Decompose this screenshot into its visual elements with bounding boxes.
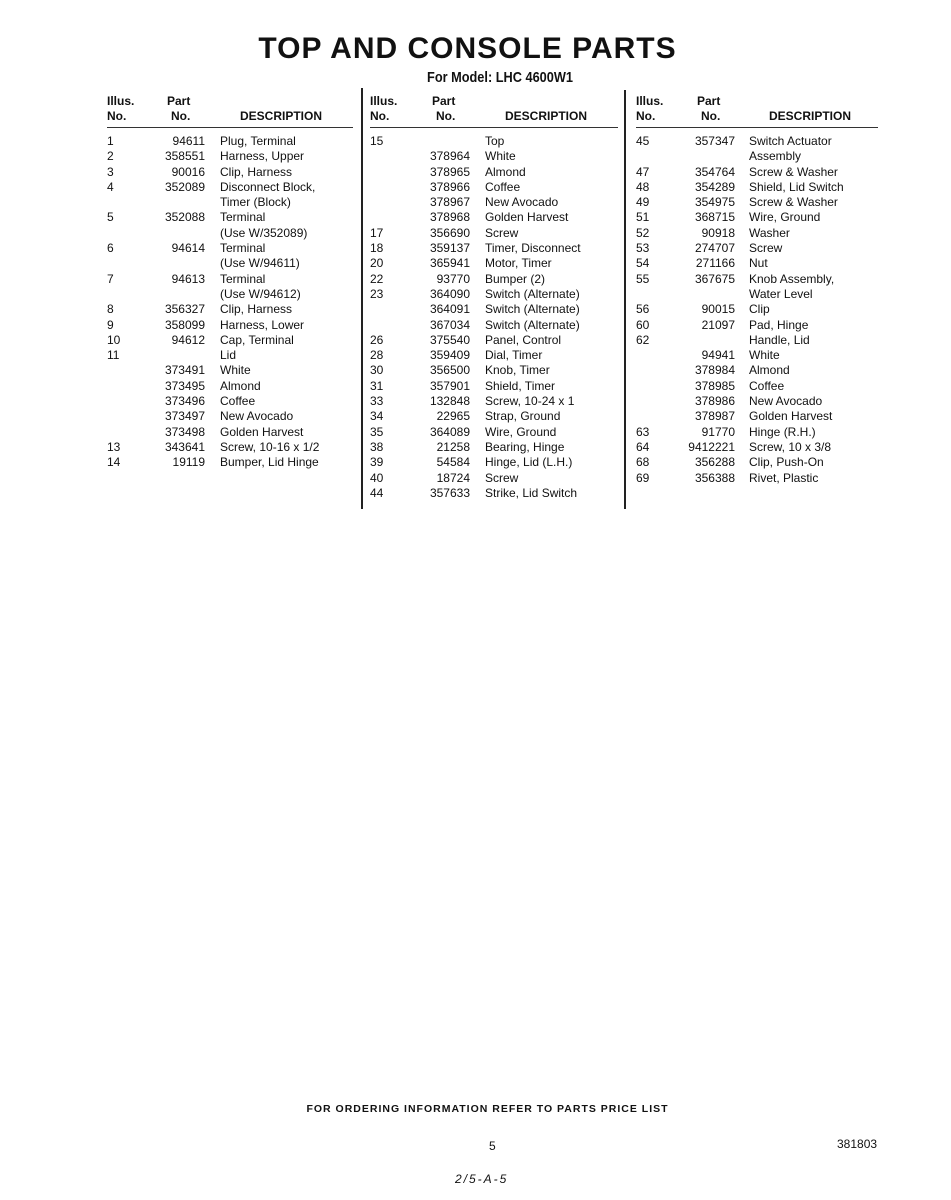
- part-number: 354289: [694, 179, 735, 194]
- part-header: Part: [432, 94, 456, 108]
- part-description: White: [749, 348, 780, 363]
- description-header: DESCRIPTION: [505, 109, 588, 123]
- part-number: 367034: [429, 317, 470, 332]
- part-description: Screw, 10-16 x 1/2: [220, 439, 320, 454]
- illus-number: 39: [370, 455, 384, 470]
- part-description: New Avocado: [220, 409, 294, 424]
- description-header: DESCRIPTION: [769, 109, 852, 123]
- part-description: Clip, Harness: [220, 302, 293, 317]
- part-number: 354764: [694, 164, 735, 179]
- part-description: Assembly: [749, 149, 802, 164]
- part-number: 373491: [164, 363, 205, 378]
- illus-number: 9: [107, 317, 114, 332]
- part-description: New Avocado: [485, 195, 559, 210]
- part-description: Nut: [749, 256, 768, 271]
- part-number: 21258: [436, 439, 470, 454]
- part-description: Almond: [220, 378, 261, 393]
- part-description: Handle, Lid: [749, 332, 810, 347]
- part-description: Harness, Upper: [220, 149, 305, 164]
- illus-number: 26: [370, 332, 384, 347]
- part-description: Terminal: [220, 241, 266, 256]
- part-number: 378985: [694, 378, 735, 393]
- part-number: 343641: [164, 439, 205, 454]
- part-number: 356690: [429, 225, 470, 240]
- part-description: Panel, Control: [485, 332, 562, 347]
- part-number: 356388: [694, 470, 735, 485]
- part-description: Almond: [485, 164, 526, 179]
- illus-number: 8: [107, 302, 114, 317]
- part-description: Timer (Block): [220, 195, 291, 210]
- part-number: 373496: [164, 394, 205, 409]
- part-number: 19119: [172, 455, 205, 470]
- part-description: Knob Assembly,: [749, 271, 835, 286]
- part-number: 357633: [429, 485, 470, 500]
- part-number: 368715: [694, 210, 735, 225]
- illus-number: 31: [370, 378, 384, 393]
- illus-number: 68: [636, 455, 650, 470]
- part-header: No.: [701, 109, 721, 123]
- page-number: 5: [489, 1139, 496, 1153]
- part-number: 9412221: [688, 439, 735, 454]
- illus-number: 55: [636, 271, 650, 286]
- part-number: 271166: [695, 256, 735, 271]
- part-number: 94611: [172, 134, 205, 148]
- part-description: Switch Actuator: [749, 134, 832, 148]
- part-header: No.: [171, 109, 191, 123]
- part-number: 378965: [429, 164, 470, 179]
- illus-number: 18: [370, 241, 384, 256]
- illus-number: 23: [370, 286, 384, 301]
- part-number: 378966: [429, 179, 470, 194]
- illus-number: 15: [370, 134, 384, 148]
- part-number: 364091: [429, 302, 470, 317]
- part-description: Clip, Harness: [220, 164, 293, 179]
- illus-number: 33: [370, 394, 384, 409]
- part-header: No.: [436, 109, 456, 123]
- illus-number: 3: [107, 164, 114, 179]
- part-description: Pad, Hinge: [749, 317, 809, 332]
- part-description: Screw, 10 x 3/8: [749, 439, 832, 454]
- part-number: 378986: [694, 394, 735, 409]
- illus-number: 44: [370, 485, 384, 500]
- part-description: Motor, Timer: [485, 256, 552, 271]
- illus-number: 20: [370, 256, 384, 271]
- part-number: 22965: [436, 409, 470, 424]
- part-description: (Use W/352089): [220, 225, 308, 240]
- part-description: Water Level: [749, 286, 813, 301]
- part-description: Hinge, Lid (L.H.): [485, 455, 573, 470]
- illus-number: 40: [370, 470, 384, 485]
- part-description: New Avocado: [749, 394, 823, 409]
- illus-number: 60: [636, 317, 650, 332]
- part-number: 90918: [701, 225, 735, 240]
- part-description: Screw: [485, 470, 519, 485]
- model-subtitle: For Model: LHC 4600W1: [427, 69, 573, 86]
- part-number: 356327: [164, 302, 205, 317]
- part-description: Switch (Alternate): [485, 302, 580, 317]
- illus-number: 47: [636, 164, 650, 179]
- illus-number: 34: [370, 409, 384, 424]
- part-description: White: [220, 363, 251, 378]
- part-header: Part: [167, 94, 191, 108]
- part-description: Screw: [485, 225, 519, 240]
- part-number: 94614: [171, 241, 205, 256]
- illus-number: 35: [370, 424, 384, 439]
- illus-number: 17: [370, 225, 384, 240]
- illus-number: 28: [370, 348, 384, 363]
- part-description: Switch (Alternate): [485, 286, 580, 301]
- part-description: Clip: [749, 302, 770, 317]
- illus-number: 22: [370, 271, 384, 286]
- part-number: 373497: [164, 409, 205, 424]
- part-number: 357901: [429, 378, 470, 393]
- illus-number: 56: [636, 302, 650, 317]
- illus-number: 14: [107, 455, 121, 470]
- illus-number: 30: [370, 363, 384, 378]
- illus-header: Illus.: [636, 94, 664, 108]
- illus-number: 64: [636, 439, 650, 454]
- part-description: Switch (Alternate): [485, 317, 580, 332]
- illus-number: 6: [107, 241, 114, 256]
- illus-number: 45: [636, 134, 650, 148]
- part-description: Screw, 10-24 x 1: [485, 394, 575, 409]
- part-number: 358551: [164, 149, 205, 164]
- part-number: 54584: [436, 455, 470, 470]
- part-number: 358099: [164, 317, 205, 332]
- part-number: 90015: [701, 302, 735, 317]
- part-number: 90016: [171, 164, 205, 179]
- illus-number: 1: [107, 134, 114, 148]
- illus-number: 52: [636, 225, 650, 240]
- part-description: Wire, Ground: [749, 210, 821, 225]
- part-description: White: [485, 149, 516, 164]
- part-description: Rivet, Plastic: [749, 470, 819, 485]
- part-number: 364090: [429, 286, 470, 301]
- part-description: Terminal: [220, 210, 266, 225]
- part-description: Golden Harvest: [749, 409, 833, 424]
- illus-header: No.: [107, 109, 127, 123]
- part-number: 94613: [171, 271, 205, 286]
- part-description: Screw: [749, 241, 783, 256]
- part-number: 356500: [429, 363, 470, 378]
- header-rule: [370, 127, 618, 128]
- part-number: 274707: [694, 241, 735, 256]
- ordering-note: FOR ORDERING INFORMATION REFER TO PARTS PRICE LIST: [306, 1103, 669, 1115]
- part-number: 378987: [694, 409, 735, 424]
- part-description: Screw & Washer: [749, 195, 838, 210]
- part-number: 356288: [694, 455, 735, 470]
- part-description: Strike, Lid Switch: [485, 485, 578, 500]
- part-description: Harness, Lower: [220, 317, 305, 332]
- illus-number: 4: [107, 179, 114, 194]
- part-description: Coffee: [749, 378, 785, 393]
- part-description: Bumper, Lid Hinge: [220, 455, 319, 470]
- part-description: Screw & Washer: [749, 164, 838, 179]
- part-number: 378964: [429, 149, 470, 164]
- part-number: 367675: [694, 271, 735, 286]
- illus-number: 11: [107, 348, 120, 363]
- illus-number: 53: [636, 241, 650, 256]
- part-number: 357347: [694, 134, 735, 148]
- illus-number: 10: [107, 332, 121, 347]
- part-number: 378968: [429, 210, 470, 225]
- part-number: 359409: [429, 348, 470, 363]
- part-number: 378967: [429, 195, 470, 210]
- part-description: Wire, Ground: [485, 424, 557, 439]
- part-number: 94612: [171, 332, 205, 347]
- part-number: 132848: [429, 394, 470, 409]
- part-description: Bearing, Hinge: [485, 439, 565, 454]
- part-description: Timer, Disconnect: [485, 241, 581, 256]
- part-number: 352088: [164, 210, 205, 225]
- illus-number: 69: [636, 470, 650, 485]
- illus-number: 5: [107, 210, 114, 225]
- part-number: 365941: [429, 256, 470, 271]
- part-number: 378984: [694, 363, 735, 378]
- illus-number: 7: [107, 271, 114, 286]
- illus-number: 51: [636, 210, 650, 225]
- part-number: 359137: [429, 241, 470, 256]
- part-number: 352089: [164, 179, 205, 194]
- part-number: 94941: [701, 348, 735, 363]
- part-description: Dial, Timer: [485, 348, 543, 363]
- illus-number: 38: [370, 439, 384, 454]
- illus-number: 49: [636, 195, 650, 210]
- illus-header: No.: [370, 109, 390, 123]
- illus-header: Illus.: [107, 94, 135, 108]
- part-number: 21097: [701, 317, 735, 332]
- illus-number: 62: [636, 332, 650, 347]
- part-description: Clip, Push-On: [749, 455, 824, 470]
- part-description: Shield, Lid Switch: [749, 179, 844, 194]
- part-description: Coffee: [220, 394, 256, 409]
- illus-number: 54: [636, 256, 650, 271]
- part-number: 375540: [429, 332, 470, 347]
- part-description: Disconnect Block,: [220, 179, 316, 194]
- part-number: 18724: [436, 470, 470, 485]
- illus-number: 2: [107, 149, 114, 164]
- illus-number: 48: [636, 179, 650, 194]
- handwritten-mark: 2/5-A-5: [455, 1172, 509, 1186]
- illus-header: No.: [636, 109, 656, 123]
- illus-number: 63: [636, 424, 650, 439]
- part-header: Part: [697, 94, 721, 108]
- part-description: Golden Harvest: [220, 424, 304, 439]
- part-description: Hinge (R.H.): [749, 424, 816, 439]
- part-description: Bumper (2): [485, 271, 546, 286]
- description-header: DESCRIPTION: [240, 109, 323, 123]
- column-divider: [361, 88, 363, 509]
- part-description: Knob, Timer: [485, 363, 550, 378]
- part-description: (Use W/94612): [220, 286, 301, 301]
- part-number: 93770: [436, 271, 470, 286]
- part-description: Washer: [749, 225, 790, 240]
- part-description: Almond: [749, 363, 790, 378]
- part-number: 373495: [164, 378, 205, 393]
- part-description: Shield, Timer: [485, 378, 556, 393]
- part-description: Coffee: [485, 179, 521, 194]
- illus-number: 13: [107, 439, 121, 454]
- part-description: Golden Harvest: [485, 210, 569, 225]
- header-rule: [636, 127, 878, 128]
- part-description: Cap, Terminal: [220, 332, 294, 347]
- part-description: Top: [485, 134, 505, 148]
- page-title: TOP AND CONSOLE PARTS: [258, 32, 677, 65]
- part-description: (Use W/94611): [220, 256, 300, 271]
- part-description: Lid: [220, 348, 237, 363]
- part-description: Terminal: [220, 271, 266, 286]
- part-number: 91770: [701, 424, 735, 439]
- header-rule: [107, 127, 353, 128]
- part-number: 354975: [694, 195, 735, 210]
- column-divider: [624, 90, 626, 509]
- part-number: 373498: [164, 424, 205, 439]
- part-number: 364089: [429, 424, 470, 439]
- part-description: Strap, Ground: [485, 409, 561, 424]
- part-description: Plug, Terminal: [220, 134, 296, 148]
- illus-header: Illus.: [370, 94, 398, 108]
- document-number: 381803: [837, 1137, 878, 1151]
